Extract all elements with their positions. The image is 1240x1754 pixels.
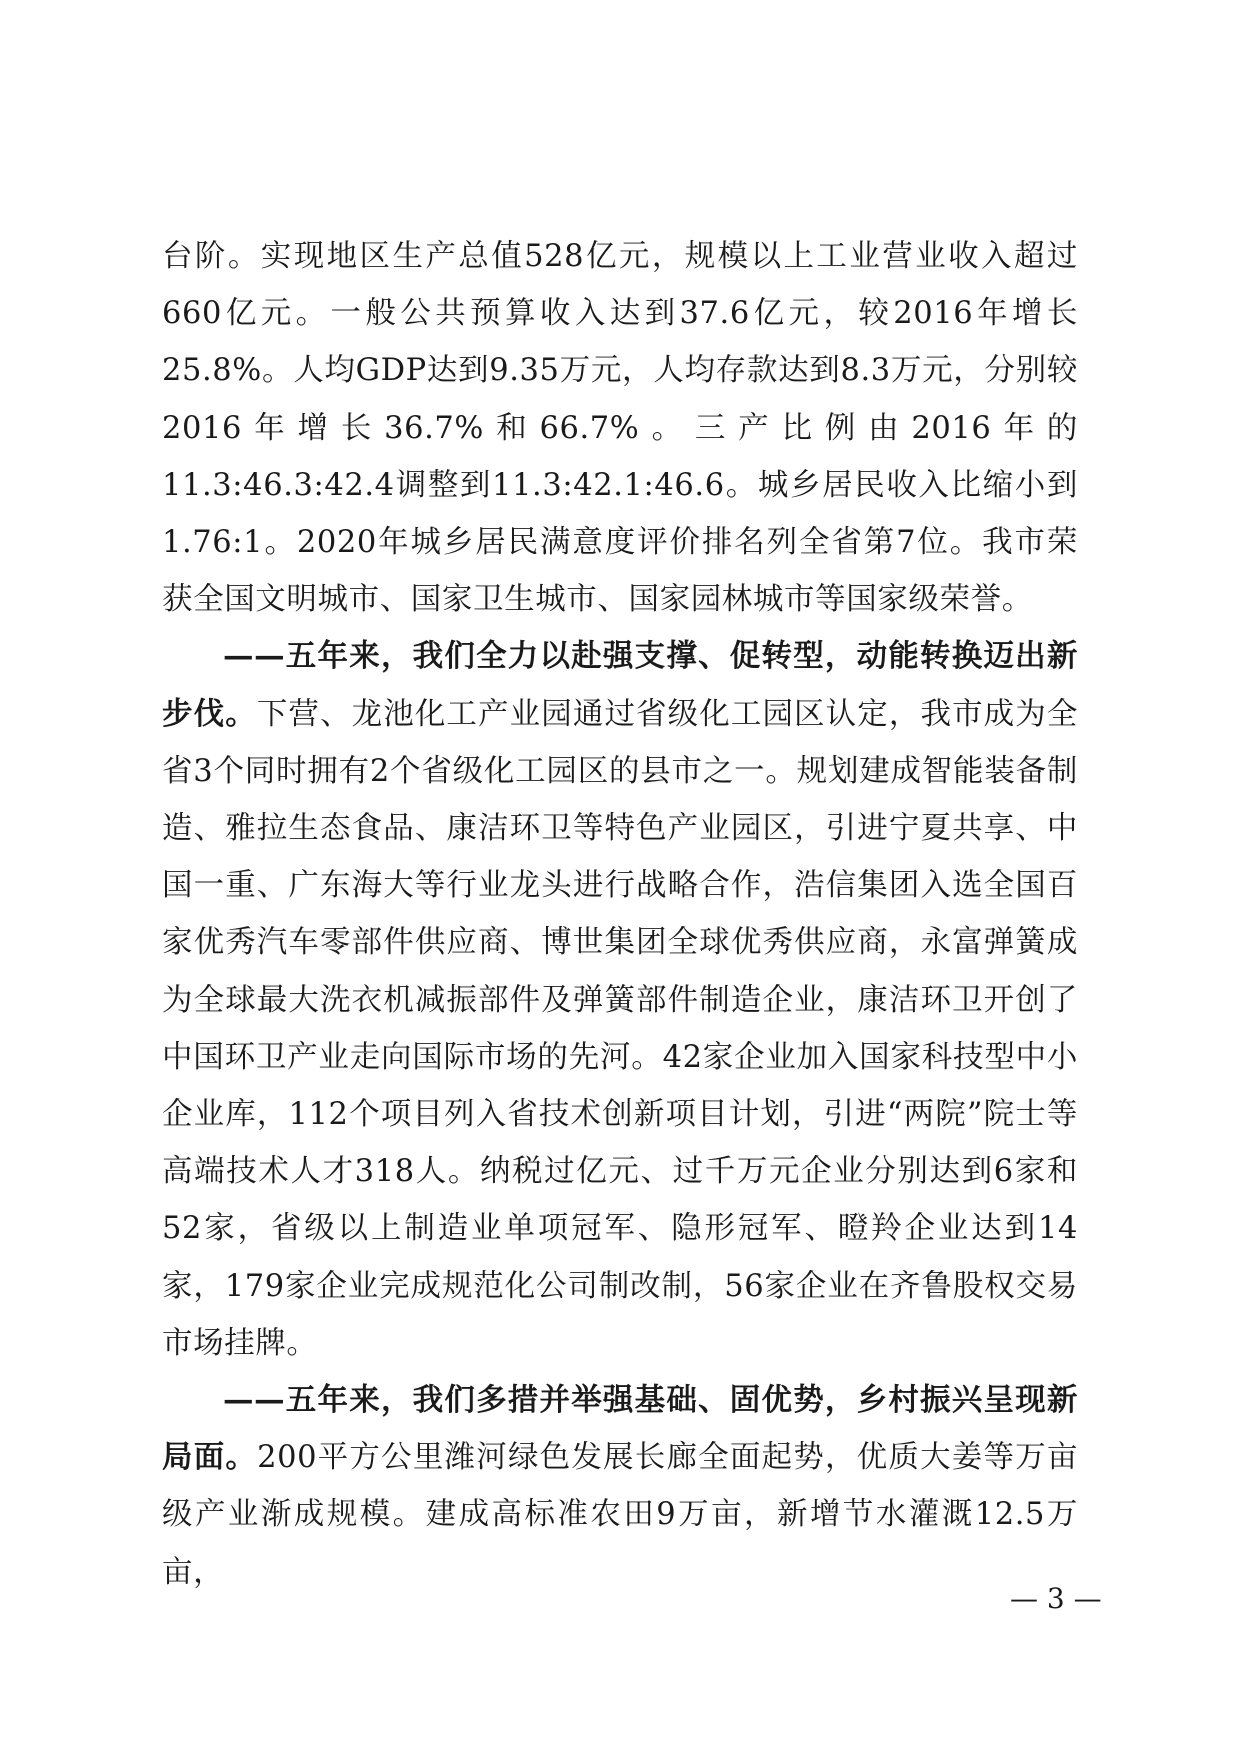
paragraph-continuation <box>162 228 1078 628</box>
paragraph-industry <box>162 628 1078 1372</box>
paragraph-lead-heading: ——五年来，我们全力以赴强支撑、促转型，动能转换迈出新步伐。 <box>162 638 1078 732</box>
paragraph-lead-heading: ——五年来，我们多措并举强基础、固优势，乡村振兴呈现新局面。 <box>162 1382 1078 1476</box>
paragraph-rural <box>162 1372 1078 1601</box>
paragraph-text: 台阶。实现地区生产总值528亿元，规模以上工业营业收入超过660亿元。一般公共预算收入达到37.6亿元，较2016年增长25.8%。人均GDP达到9.35万元，人均存款达到8.3万元，分别较2016年增长36.7%和66.7%。三产比例由2016年的11.3:46.3:42.4调整到11.3:42.1:46.6。城乡居民收入比缩小到1.76:1。2020年城乡居民满意度评价排名列全省第7位。我市荣获全国文明城市、国家卫生城市、国家园林城市等国家级荣誉。 <box>162 239 1078 618</box>
page-number: — 3 — <box>1010 1582 1102 1615</box>
paragraph-text: 200平方公里潍河绿色发展长廊全面起势，优质大姜等万亩级产业渐成规模。建成高标准农田9万亩，新增节水灌溉12.5万亩， <box>162 1440 1078 1590</box>
document-body <box>162 228 1078 1601</box>
paragraph-text: 下营、龙池化工产业园通过省级化工园区认定，我市成为全省3个同时拥有2个省级化工园区的县市之一。规划建成智能装备制造、雅拉生态食品、康洁环卫等特色产业园区，引进宁夏共享、中国一重、广东海大等行业龙头进行战略合作，浩信集团入选全国百家优秀汽车零部件供应商、博世集团全球优秀供应商，永富弹簧成为全球最大洗衣机减振部件及弹簧部件制造企业，康洁环卫开创了中国环卫产业走向国际市场的先河。42家企业加入国家科技型中小企业库，112个项目列入省技术创新项目计划，引进“两院”院士等高端技术人才318人。纳税过亿元、过千万元企业分别达到6家和52家，省级以上制造业单项冠军、隐形冠军、瞪羚企业达到14家，179家企业完成规范化公司制改制，56家企业在齐鲁股权交易市场挂牌。 <box>162 696 1078 1361</box>
